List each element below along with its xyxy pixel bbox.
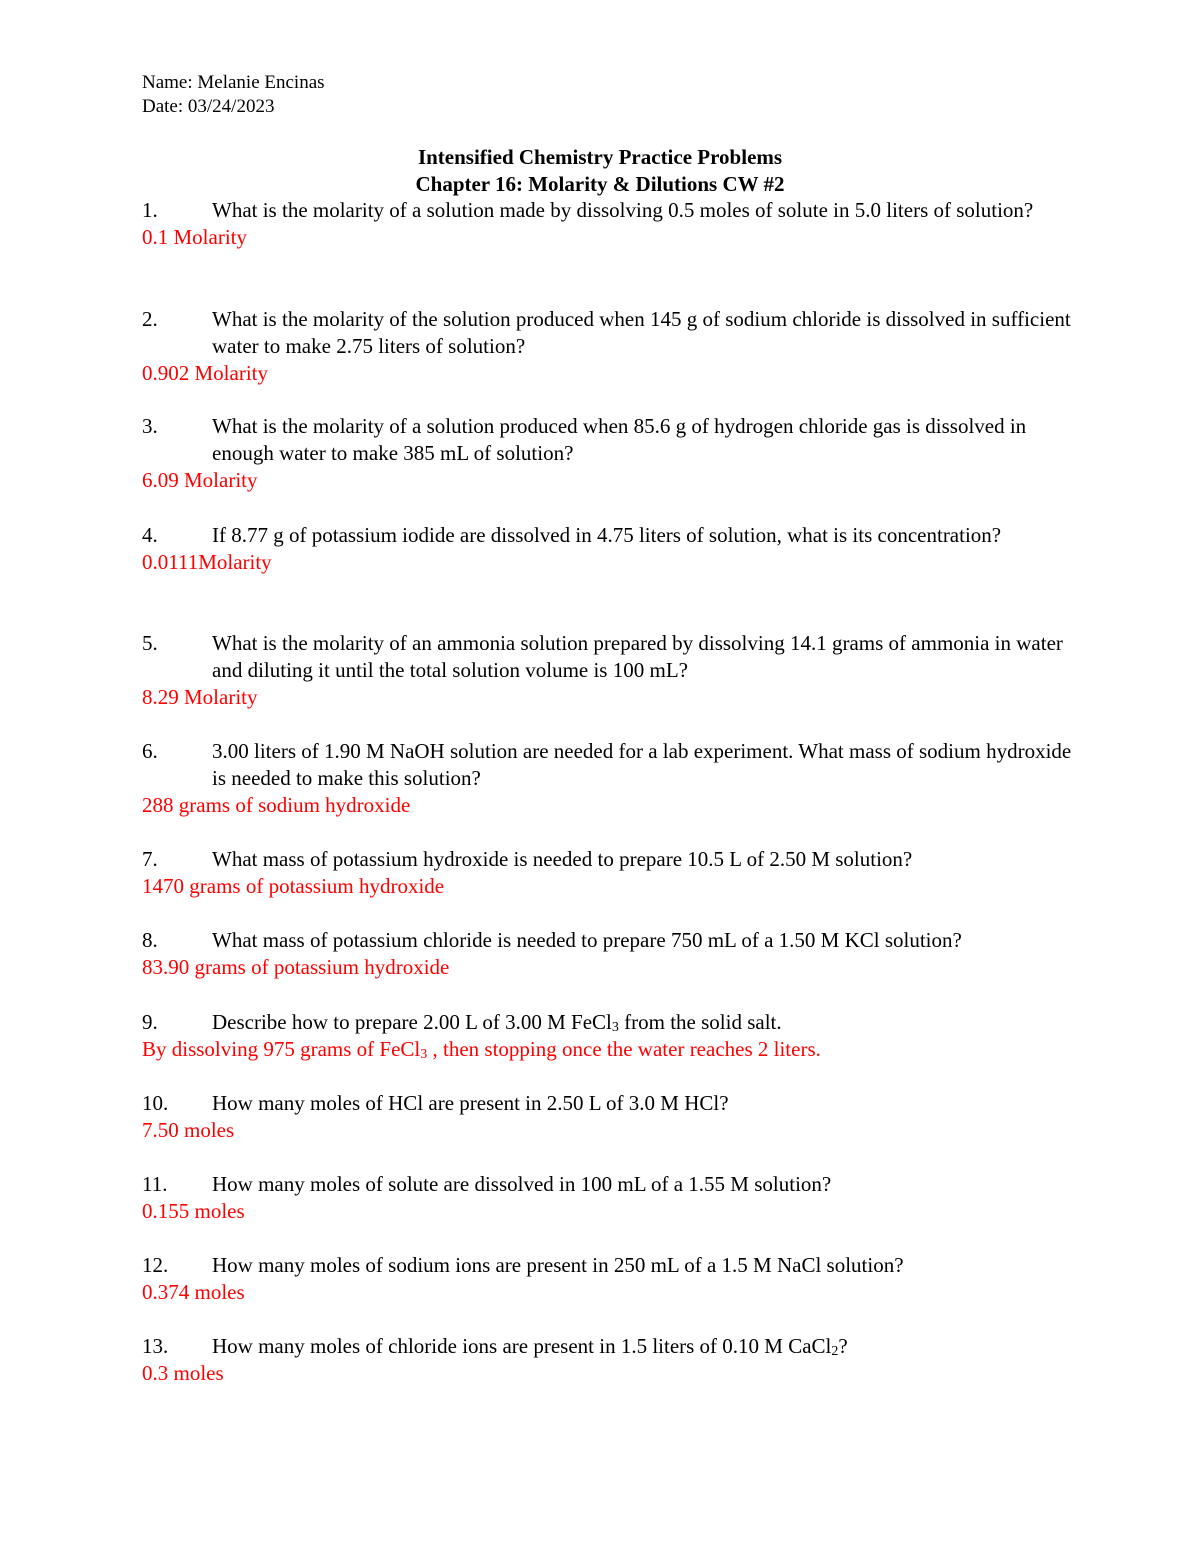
date: Date: 03/24/2023 — [142, 96, 275, 117]
question-number: 10. — [142, 1091, 169, 1115]
question-number: 4. — [142, 523, 158, 547]
chapter-title: Chapter 16: Molarity & Dilutions CW #2 — [415, 172, 785, 196]
question-number: 3. — [142, 414, 158, 438]
question-number: 7. — [142, 847, 158, 871]
question-item — [142, 197, 1072, 251]
question-number: 8. — [142, 928, 158, 952]
question-number: 6. — [142, 739, 158, 763]
student-name: Name: Melanie Encinas — [142, 72, 325, 93]
question-number: 5. — [142, 631, 158, 655]
question-text: What is the molarity of a solution produced when 85.6 g of hydrogen chloride gas is dissolved in enough water to make 385 mL of solution? — [212, 414, 1027, 465]
question-text: What is the molarity of an ammonia solution prepared by dissolving 14.1 grams of ammonia in water and diluting it until the total solution volume is 100 mL? — [212, 631, 1063, 682]
answer-text: 0.1 Molarity — [142, 225, 247, 249]
answer-text: 8.29 Molarity — [142, 685, 258, 709]
question-number: 11. — [142, 1172, 168, 1196]
answer-text: 7.50 moles — [142, 1118, 235, 1142]
question-number: 1. — [142, 198, 158, 222]
question-number: 12. — [142, 1253, 169, 1277]
question-item — [142, 630, 1072, 711]
question-text: What is the molarity of the solution produced when 145 g of sodium chloride is dissolved in sufficient water to make 2.75 liters of solution? — [212, 307, 1071, 358]
question-item — [142, 738, 1072, 819]
question-item — [142, 1252, 1072, 1306]
answer-text: 6.09 Molarity — [142, 468, 258, 492]
question-number: 13. — [142, 1334, 169, 1358]
question-item — [142, 1090, 1072, 1144]
question-item — [142, 846, 1072, 900]
question-item — [142, 1333, 1072, 1387]
answer-text: 0.155 moles — [142, 1199, 245, 1223]
question-number: 9. — [142, 1010, 158, 1034]
question-text: How many moles of HCl are present in 2.50 L of 3.0 M HCl? — [212, 1091, 729, 1115]
answer-text: 1470 grams of potassium hydroxide — [142, 874, 445, 898]
answer-text: 288 grams of sodium hydroxide — [142, 793, 411, 817]
subscript: 2 — [831, 1344, 839, 1359]
subscript: 3 — [420, 1047, 428, 1062]
question-item — [142, 522, 1072, 576]
question-text: What is the molarity of a solution made by dissolving 0.5 moles of solute in 5.0 liters of solution? — [212, 198, 1034, 222]
question-item — [142, 413, 1072, 494]
question-number: 2. — [142, 307, 158, 331]
question-text: What mass of potassium hydroxide is needed to prepare 10.5 L of 2.50 M solution? — [212, 847, 913, 871]
question-text: 3.00 liters of 1.90 M NaOH solution are needed for a lab experiment. What mass of sodium hydroxide is needed to make this solution? — [212, 739, 1072, 790]
answer-text: 0.3 moles — [142, 1361, 224, 1385]
answer-text: 0.902 Molarity — [142, 361, 268, 385]
answer-text: By dissolving 975 grams of FeCl3 , then stopping once the water reaches 2 liters. — [142, 1037, 821, 1062]
answer-text: 83.90 grams of potassium hydroxide — [142, 955, 450, 979]
question-text: How many moles of chloride ions are present in 1.5 liters of 0.10 M CaCl2? — [212, 1334, 848, 1359]
question-text: If 8.77 g of potassium iodide are dissolved in 4.75 liters of solution, what is its concentration? — [212, 523, 1002, 547]
worksheet-title: Intensified Chemistry Practice Problems — [417, 145, 783, 169]
question-text: What mass of potassium chloride is needed to prepare 750 mL of a 1.50 M KCl solution? — [212, 928, 962, 952]
question-item — [142, 306, 1072, 387]
subscript: 3 — [611, 1020, 619, 1035]
question-text: Describe how to prepare 2.00 L of 3.00 M FeCl3 from the solid salt. — [212, 1010, 782, 1035]
answer-text: 0.374 moles — [142, 1280, 245, 1304]
question-text: How many moles of sodium ions are present in 250 mL of a 1.5 M NaCl solution? — [212, 1253, 904, 1277]
question-item — [142, 1171, 1072, 1225]
question-item — [142, 1009, 1072, 1063]
answer-text: 0.0111Molarity — [142, 550, 272, 574]
question-item — [142, 927, 1072, 981]
question-text: How many moles of solute are dissolved in 100 mL of a 1.55 M solution? — [212, 1172, 832, 1196]
